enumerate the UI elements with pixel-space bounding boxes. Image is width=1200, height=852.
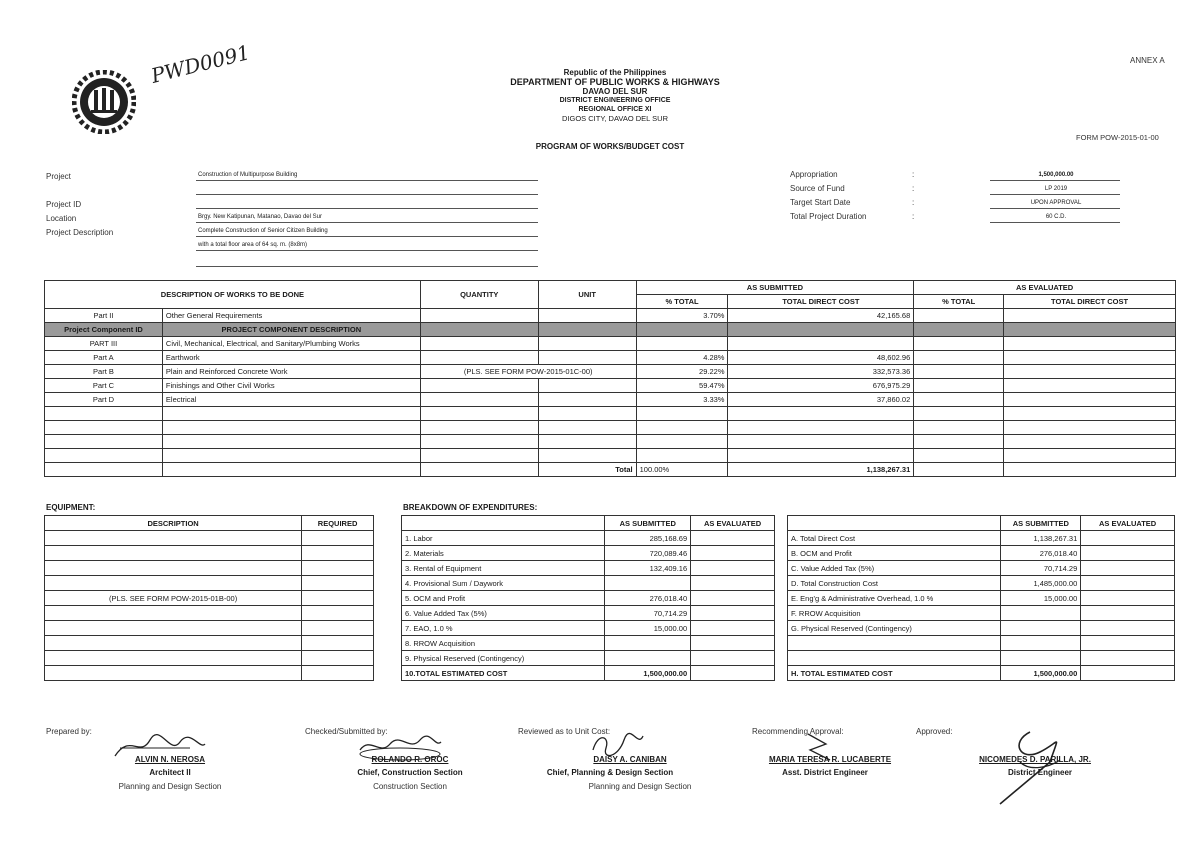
location-value: Brgy. New Katipunan, Matanao, Davao del Sur	[196, 212, 538, 223]
breakdown-total-label: 10.TOTAL ESTIMATED COST	[402, 666, 605, 681]
table-row	[402, 621, 775, 636]
breakdown-value: 285,168.69	[605, 531, 691, 546]
cost-cell: 676,975.29	[728, 379, 914, 393]
table-row	[45, 309, 1176, 323]
recommending-approval-label: Recommending Approval:	[752, 727, 844, 736]
summary-total-label: H. TOTAL ESTIMATED COST	[788, 666, 1001, 681]
signatory-section: Planning and Design Section	[588, 782, 692, 791]
total-label: Total	[538, 463, 636, 477]
signatory-name: ROLANDO R. OROC	[371, 755, 449, 764]
target-start-value: UPON APPROVAL	[990, 198, 1120, 209]
field-line	[196, 194, 538, 195]
header-total-direct-cost: TOTAL DIRECT COST	[1004, 295, 1176, 309]
breakdown-value: 276,018.40	[605, 591, 691, 606]
table-row	[45, 393, 1176, 407]
part-cell: Part II	[45, 309, 163, 323]
source-of-fund-label: Source of Fund	[790, 184, 845, 193]
table-row	[45, 365, 1176, 379]
header-as-submitted: AS SUBMITTED	[636, 281, 914, 295]
breakdown-total-value: 1,500,000.00	[605, 666, 691, 681]
reviewed-by-label: Reviewed as to Unit Cost:	[518, 727, 611, 736]
signatory-name: ALVIN N. NEROSA	[134, 755, 206, 764]
project-id-label: Project ID	[46, 200, 82, 209]
signature-scribble	[990, 722, 1070, 812]
header-total-direct-cost: TOTAL DIRECT COST	[728, 295, 914, 309]
desc-cell: Civil, Mechanical, Electrical, and Sanitary/Plumbing Works	[162, 337, 420, 351]
cost-cell: 332,573.36	[728, 365, 914, 379]
total-row	[45, 463, 1176, 477]
breakdown-label: 6. Value Added Tax (5%)	[402, 606, 605, 621]
part-cell: Part C	[45, 379, 163, 393]
approved-label: Approved:	[916, 727, 953, 736]
breakdown-value: 70,714.29	[605, 606, 691, 621]
quantity-note-cell: (PLS. SEE FORM POW-2015-01C-00)	[420, 365, 636, 379]
breakdown-label: 4. Provisional Sum / Daywork	[402, 576, 605, 591]
header-description: DESCRIPTION OF WORKS TO BE DONE	[45, 281, 421, 309]
breakdown-table	[401, 515, 775, 681]
breakdown-value: 15,000.00	[605, 621, 691, 636]
appropriation-value: 1,500,000.00	[990, 170, 1120, 181]
annex-label: ANNEX A	[1130, 56, 1165, 65]
header-unit: UNIT	[538, 281, 636, 309]
breakdown-header-evaluated: AS EVALUATED	[691, 516, 775, 531]
total-cost: 1,138,267.31	[728, 463, 914, 477]
summary-label: C. Value Added Tax (5%)	[788, 561, 1001, 576]
breakdown-title: BREAKDOWN OF EXPENDITURES:	[403, 503, 538, 512]
breakdown-value: 132,409.16	[605, 561, 691, 576]
description-value-line2: with a total floor area of 64 sq. m. (8x8m)	[196, 240, 538, 251]
project-id-value	[196, 208, 538, 209]
prepared-by-label: Prepared by:	[46, 727, 92, 736]
table-row	[788, 576, 1175, 591]
summary-value	[1001, 606, 1081, 621]
table-row	[45, 379, 1176, 393]
table-row	[402, 591, 775, 606]
component-desc-header: PROJECT COMPONENT DESCRIPTION	[162, 323, 420, 337]
part-cell: Part A	[45, 351, 163, 365]
table-row	[402, 546, 775, 561]
summary-label: G. Physical Reserved (Contingency)	[788, 621, 1001, 636]
part-cell: Part D	[45, 393, 163, 407]
breakdown-label: 3. Rental of Equipment	[402, 561, 605, 576]
summary-value: 276,018.40	[1001, 546, 1081, 561]
breakdown-label: 5. OCM and Profit	[402, 591, 605, 606]
breakdown-label: 2. Materials	[402, 546, 605, 561]
header-province: DAVAO DEL SUR	[582, 87, 648, 96]
cost-cell: 42,165.68	[728, 309, 914, 323]
summary-label: E. Eng'g & Administrative Overhead, 1.0 %	[788, 591, 1001, 606]
header-city: DIGOS CITY, DAVAO DEL SUR	[562, 114, 668, 123]
signatory-name: NICOMEDES D. PARILLA, JR.	[979, 755, 1091, 764]
equipment-table	[44, 515, 374, 681]
summary-header-submitted: AS SUBMITTED	[1001, 516, 1081, 531]
part-cell: Part B	[45, 365, 163, 379]
header-quantity: QUANTITY	[420, 281, 538, 309]
table-row	[402, 651, 775, 666]
summary-label: D. Total Construction Cost	[788, 576, 1001, 591]
pct-cell: 4.28%	[636, 351, 728, 365]
breakdown-label: 9. Physical Reserved (Contingency)	[402, 651, 605, 666]
source-of-fund-value: LP 2019	[990, 184, 1120, 195]
signatory-title: District Engineer	[1007, 768, 1072, 777]
table-row	[45, 435, 1176, 449]
pct-cell: 59.47%	[636, 379, 728, 393]
header-district-office: DISTRICT ENGINEERING OFFICE	[559, 97, 671, 104]
desc-cell: Earthwork	[162, 351, 420, 365]
breakdown-value	[605, 636, 691, 651]
header-pct-total: % TOTAL	[636, 295, 728, 309]
header-regional-office: REGIONAL OFFICE XI	[578, 106, 652, 113]
equip-header-description: DESCRIPTION	[45, 516, 302, 531]
table-row	[45, 421, 1176, 435]
location-label: Location	[46, 214, 77, 223]
table-row	[45, 407, 1176, 421]
breakdown-label: 7. EAO, 1.0 %	[402, 621, 605, 636]
pct-cell: 3.70%	[636, 309, 728, 323]
signatory-title: Chief, Construction Section	[357, 768, 463, 777]
table-row	[45, 449, 1176, 463]
table-row	[402, 576, 775, 591]
summary-value: 15,000.00	[1001, 591, 1081, 606]
summary-value: 1,138,267.31	[1001, 531, 1081, 546]
header-republic: Republic of the Philippines	[563, 68, 667, 77]
signatory-name: DAISY A. CANIBAN	[593, 755, 667, 764]
table-row	[788, 561, 1175, 576]
total-row	[402, 666, 775, 681]
equip-header-required: REQUIRED	[302, 516, 374, 531]
header-as-evaluated: AS EVALUATED	[914, 281, 1176, 295]
summary-label: F. RROW Acquisition	[788, 606, 1001, 621]
colon: :	[912, 170, 915, 179]
table-row	[402, 561, 775, 576]
summary-total-value: 1,500,000.00	[1001, 666, 1081, 681]
table-row	[402, 636, 775, 651]
pct-cell: 3.33%	[636, 393, 728, 407]
breakdown-value	[605, 576, 691, 591]
total-pct: 100.00%	[636, 463, 728, 477]
header-pct-total: % TOTAL	[914, 295, 1004, 309]
colon: :	[912, 184, 915, 193]
component-header-row	[45, 323, 1176, 337]
cost-cell: 37,860.02	[728, 393, 914, 407]
table-row	[788, 591, 1175, 606]
signatory-section: Planning and Design Section	[118, 782, 222, 791]
component-id-header: Project Component ID	[45, 323, 163, 337]
table-row	[788, 546, 1175, 561]
duration-label: Total Project Duration	[790, 212, 867, 221]
field-line	[196, 266, 538, 267]
summary-value: 1,485,000.00	[1001, 576, 1081, 591]
form-title: PROGRAM OF WORKS/BUDGET COST	[535, 142, 685, 151]
desc-cell: Other General Requirements	[162, 309, 420, 323]
description-value-line1: Complete Construction of Senior Citizen Building	[196, 226, 538, 237]
signatory-name: MARIA TERESA R. LUCABERTE	[768, 755, 892, 764]
form-number: FORM POW-2015-01-00	[1076, 133, 1159, 142]
duration-value: 60 C.D.	[990, 212, 1120, 223]
equipment-title: EQUIPMENT:	[46, 503, 96, 512]
summary-value	[1001, 621, 1081, 636]
table-row	[45, 351, 1176, 365]
table-row	[402, 531, 775, 546]
project-value: Construction of Multipurpose Building	[196, 170, 538, 181]
table-row	[788, 531, 1175, 546]
signatory-title: Chief, Planning & Design Section	[546, 768, 674, 777]
table-row	[45, 337, 1176, 351]
description-label: Project Description	[46, 228, 114, 237]
breakdown-label: 1. Labor	[402, 531, 605, 546]
desc-cell: Finishings and Other Civil Works	[162, 379, 420, 393]
signatory-title: Asst. District Engineer	[782, 768, 868, 777]
summary-table	[787, 515, 1175, 681]
table-row	[402, 606, 775, 621]
checked-by-label: Checked/Submitted by:	[305, 727, 388, 736]
summary-header-evaluated: AS EVALUATED	[1081, 516, 1175, 531]
signatory-section: Construction Section	[373, 782, 447, 791]
desc-cell: Electrical	[162, 393, 420, 407]
desc-cell: Plain and Reinforced Concrete Work	[162, 365, 420, 379]
header-department: DEPARTMENT OF PUBLIC WORKS & HIGHWAYS	[510, 77, 720, 87]
summary-label: B. OCM and Profit	[788, 546, 1001, 561]
breakdown-value: 720,089.46	[605, 546, 691, 561]
summary-value: 70,714.29	[1001, 561, 1081, 576]
works-table	[44, 280, 1176, 477]
signatory-title: Architect II	[149, 768, 191, 777]
breakdown-header-submitted: AS SUBMITTED	[605, 516, 691, 531]
project-label: Project	[46, 172, 71, 181]
total-row	[788, 666, 1175, 681]
cost-cell: 48,602.96	[728, 351, 914, 365]
handwritten-tracking-number: PWD0091	[148, 40, 253, 88]
breakdown-value	[605, 651, 691, 666]
table-row	[788, 621, 1175, 636]
appropriation-label: Appropriation	[790, 170, 838, 179]
summary-label: A. Total Direct Cost	[788, 531, 1001, 546]
equipment-note: (PLS. SEE FORM POW-2015-01B-00)	[45, 591, 302, 606]
pct-cell: 29.22%	[636, 365, 728, 379]
colon: :	[912, 212, 915, 221]
breakdown-label: 8. RROW Acquisition	[402, 636, 605, 651]
colon: :	[912, 198, 915, 207]
part-cell: PART III	[45, 337, 163, 351]
table-row	[788, 606, 1175, 621]
target-start-label: Target Start Date	[790, 198, 851, 207]
